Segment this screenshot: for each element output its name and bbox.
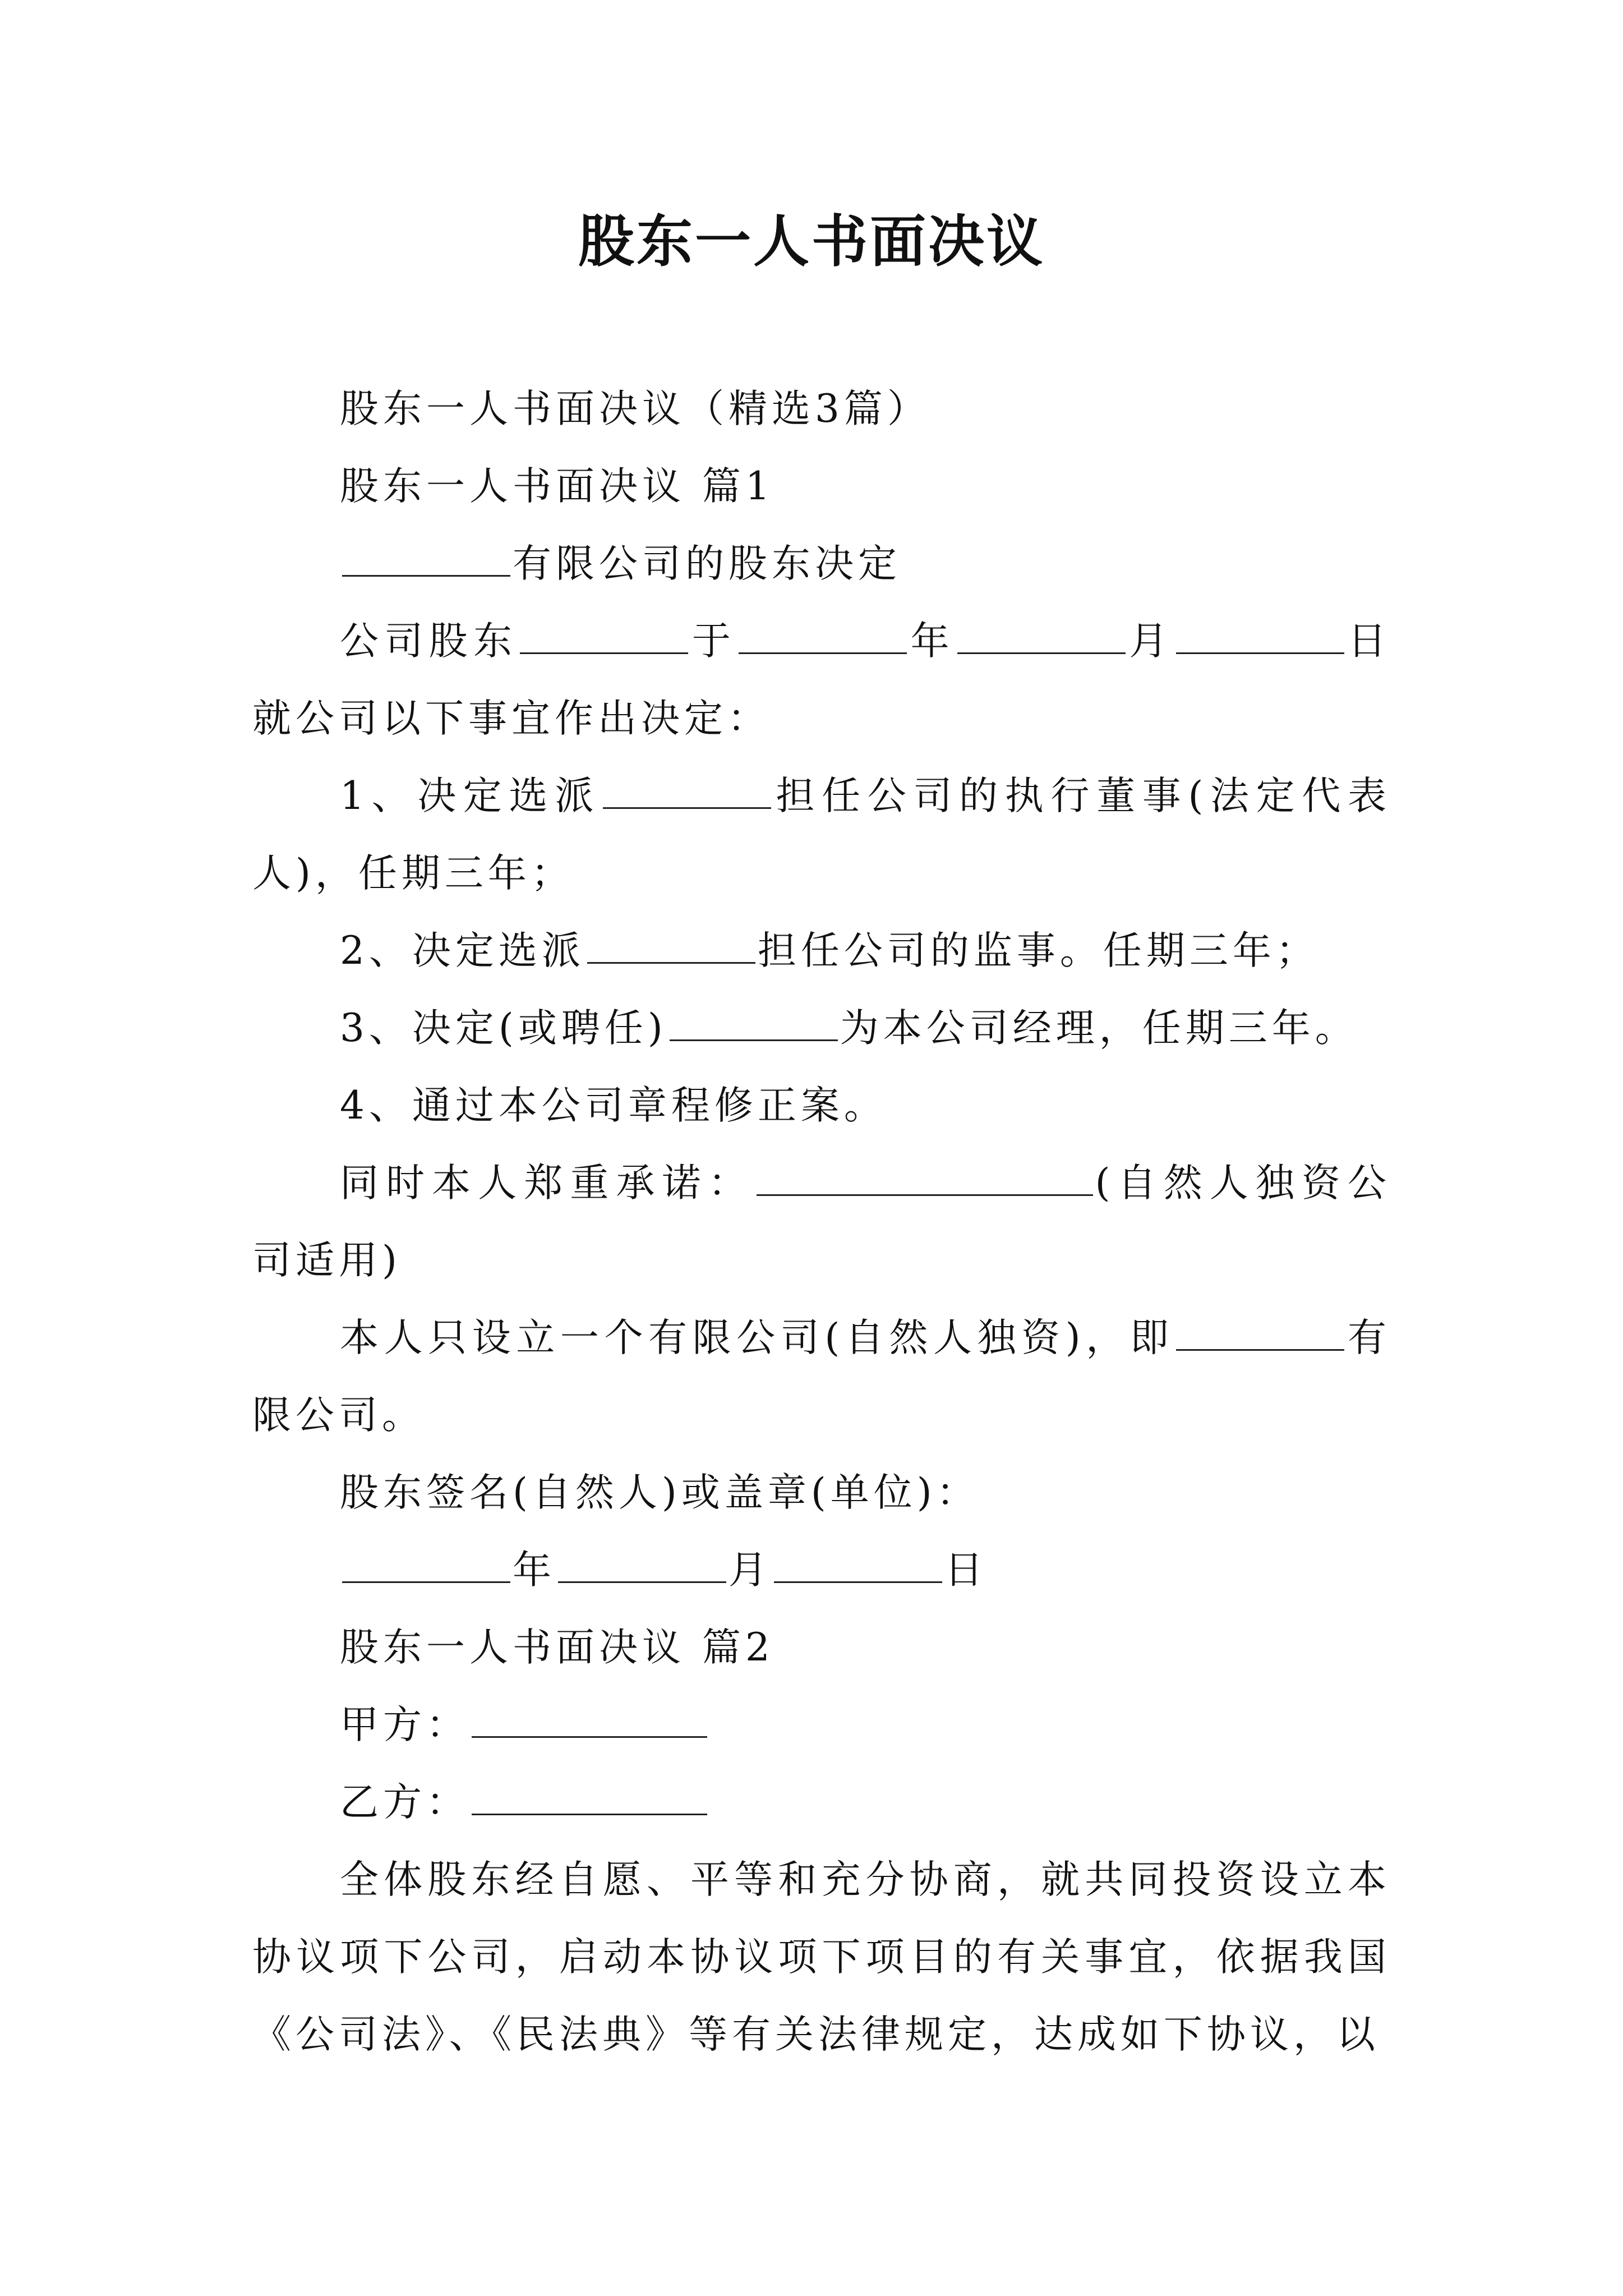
item-3: 3、决定(或聘任) 为本公司经理，任期三年。 bbox=[340, 1006, 1358, 1051]
blank-company-name bbox=[342, 540, 510, 577]
only-company-line: 本人只设立一个有限公司(自然人独资)，即 有限公司。 bbox=[252, 1315, 1391, 1438]
blank-party-b bbox=[472, 1779, 707, 1815]
blank-manager bbox=[670, 1005, 838, 1041]
decision-intro: 公司股东 于 年 月 日就公司以下事宜作出决定： bbox=[252, 619, 1391, 741]
blank-day bbox=[1176, 618, 1344, 654]
blank-only-company bbox=[1176, 1314, 1344, 1351]
blank-supervisor bbox=[587, 927, 755, 964]
section2-heading: 股东一人书面决议 篇2 bbox=[340, 1625, 774, 1670]
signature-date: 年 月 日 bbox=[252, 1531, 1391, 1609]
blank-director bbox=[603, 772, 771, 809]
document-body bbox=[252, 370, 1391, 2073]
blank-shareholder bbox=[520, 618, 688, 654]
document-title: 股东一人书面决议 bbox=[578, 208, 1045, 274]
company-decision-line: 有限公司的股东决定 bbox=[252, 525, 1391, 602]
signature-line: 股东签名(自然人)或盖章(单位)： bbox=[340, 1470, 980, 1515]
subtitle: 股东一人书面决议（精选3篇） bbox=[340, 386, 930, 431]
blank-month bbox=[957, 618, 1126, 654]
blank-promise bbox=[757, 1159, 1093, 1196]
promise-line: 同时本人郑重承诺： (自然人独资公司适用) bbox=[252, 1161, 1391, 1283]
blank-sign-month bbox=[558, 1547, 726, 1583]
item-1: 1、决定选派 担任公司的执行董事(法定代表人)，任期三年； bbox=[252, 774, 1391, 896]
party-b-line: 乙方： bbox=[252, 1764, 1391, 1841]
section1-heading: 股东一人书面决议 篇1 bbox=[340, 464, 774, 509]
blank-sign-year bbox=[342, 1547, 510, 1583]
item-4: 4、通过本公司章程修正案。 bbox=[340, 1083, 887, 1128]
party-a-line: 甲方： bbox=[252, 1686, 1391, 1764]
item-2: 2、决定选派 担任公司的监事。任期三年； bbox=[340, 928, 1319, 973]
blank-year bbox=[739, 618, 907, 654]
blank-sign-day bbox=[774, 1547, 942, 1583]
blank-party-a bbox=[472, 1701, 707, 1738]
agreement-paragraph: 全体股东经自愿、平等和充分协商，就共同投资设立本协议项下公司，启动本协议项下项目的有关事宜，依据我国《公司法》、《民法典》等有关法律规定，达成如下协议，以 bbox=[252, 1857, 1391, 2057]
